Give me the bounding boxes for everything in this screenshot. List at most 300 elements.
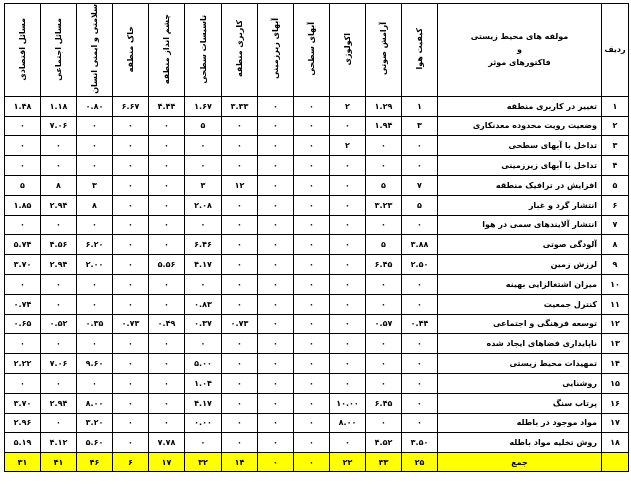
col-header-human-safety: سلامتی و ایمنی انسان <box>77 4 113 97</box>
value-cell: ۰ <box>330 255 366 275</box>
value-cell: ۵ <box>366 235 402 255</box>
value-cell: ۰.۸۰ <box>77 96 113 116</box>
value-cell: ۰ <box>258 334 294 354</box>
value-cell: ۰ <box>294 195 330 215</box>
value-cell: ۰ <box>77 294 113 314</box>
value-cell: ۰ <box>258 215 294 235</box>
row-number: ۶ <box>602 195 629 215</box>
value-cell: ۰ <box>366 373 402 393</box>
value-cell: ۰ <box>149 354 185 374</box>
value-cell: ۰ <box>294 96 330 116</box>
value-cell: ۰ <box>5 334 41 354</box>
row-number: ۱۵ <box>602 373 629 393</box>
value-cell: ۶.۴۵ <box>366 255 402 275</box>
table-row <box>5 413 629 433</box>
value-cell: ۰ <box>41 334 77 354</box>
value-cell: ۴.۴۴ <box>149 96 185 116</box>
value-cell: ۰ <box>149 334 185 354</box>
value-cell: ۰ <box>149 136 185 156</box>
total-value-cell: ۰ <box>294 453 330 472</box>
value-cell: ۰ <box>330 215 366 235</box>
value-cell: ۰ <box>113 136 149 156</box>
value-cell: ۰ <box>41 215 77 235</box>
value-cell: ۰ <box>330 433 366 453</box>
value-cell: ۰ <box>5 215 41 235</box>
value-cell: ۰ <box>294 433 330 453</box>
value-cell: ۰.۷۴ <box>5 294 41 314</box>
value-cell: ۱.۱۸ <box>41 96 77 116</box>
value-cell: ۸.۰۰ <box>330 413 366 433</box>
value-cell: ۳.۷۰ <box>5 393 41 413</box>
value-cell: ۰ <box>113 274 149 294</box>
value-cell: ۲.۹۶ <box>5 413 41 433</box>
value-cell: ۰ <box>77 274 113 294</box>
value-cell: ۰ <box>77 373 113 393</box>
value-cell: ۰ <box>222 156 258 176</box>
value-cell: ۱.۸۵ <box>5 195 41 215</box>
factor-label: روش تخلیه مواد باطله <box>438 433 602 453</box>
value-cell: ۰ <box>294 334 330 354</box>
value-cell: ۰ <box>149 294 185 314</box>
row-number: ۹ <box>602 255 629 275</box>
factor-label: آلودگی صوتی <box>438 235 602 255</box>
value-cell: ۰ <box>149 175 185 195</box>
total-value-cell: ۱۷ <box>149 453 185 472</box>
value-cell: ۸.۰۰ <box>77 393 113 413</box>
value-cell: ۰ <box>5 274 41 294</box>
value-cell: ۰ <box>258 373 294 393</box>
row-number: ۱۴ <box>602 354 629 374</box>
value-cell: ۰ <box>330 195 366 215</box>
table-row <box>5 255 629 275</box>
value-cell: ۰ <box>149 274 185 294</box>
row-number: ۱۷ <box>602 413 629 433</box>
value-cell: ۰ <box>402 274 438 294</box>
value-cell: ۰ <box>294 116 330 136</box>
table-row <box>5 393 629 413</box>
value-cell: ۰ <box>330 294 366 314</box>
value-cell: ۳ <box>402 116 438 136</box>
value-cell: ۰ <box>41 156 77 176</box>
value-cell: ۰ <box>330 334 366 354</box>
value-cell: ۱.۶۷ <box>185 96 222 116</box>
value-cell: ۱.۴۸ <box>5 96 41 116</box>
value-cell: ۰ <box>366 156 402 176</box>
value-cell: ۰ <box>222 354 258 374</box>
factor-label: تغییر در کاربری منطقه <box>438 96 602 116</box>
value-cell: ۰ <box>258 393 294 413</box>
value-cell: ۰.۸۳ <box>185 294 222 314</box>
col-header-economic-issues: مسائل اقتصادی <box>5 4 41 97</box>
value-cell: ۰ <box>113 334 149 354</box>
col-header-groundwater: آبهای زیرزمینی <box>258 4 294 97</box>
value-cell: ۰ <box>113 235 149 255</box>
value-cell: ۰ <box>113 215 149 235</box>
factor-label: توسعه فرهنگی و اجتماعی <box>438 314 602 334</box>
factor-label: میزان اشتغالزایی بهینه <box>438 274 602 294</box>
value-cell: ۸ <box>77 195 113 215</box>
value-cell: ۰ <box>149 393 185 413</box>
value-cell: ۳ <box>77 175 113 195</box>
value-cell: ۷ <box>402 175 438 195</box>
value-cell: ۰ <box>258 274 294 294</box>
value-cell: ۰.۳۵ <box>77 314 113 334</box>
value-cell: ۱.۰۴ <box>185 373 222 393</box>
value-cell: ۰ <box>77 215 113 235</box>
value-cell: ۰ <box>402 373 438 393</box>
value-cell: ۰ <box>294 294 330 314</box>
factor-label: پرتاب سنگ <box>438 393 602 413</box>
value-cell: ۰ <box>258 354 294 374</box>
row-number: ۲ <box>602 116 629 136</box>
total-value-cell: ۴۱ <box>41 453 77 472</box>
value-cell: ۰ <box>258 294 294 314</box>
value-cell: ۰ <box>402 413 438 433</box>
row-number-header: ردیف <box>602 4 629 97</box>
total-value-cell: ۲۵ <box>402 453 438 472</box>
factor-label: مواد موجود در باطله <box>438 413 602 433</box>
value-cell: ۰ <box>149 235 185 255</box>
value-cell: ۰ <box>222 116 258 136</box>
col-header-soil: خاک منطقه <box>113 4 149 97</box>
factor-label: وضعیت رویت محدوده معدنکاری <box>438 116 602 136</box>
value-cell: ۰ <box>185 433 222 453</box>
value-cell: ۰.۴۴ <box>402 314 438 334</box>
value-cell: ۰ <box>113 354 149 374</box>
row-number: ۱۱ <box>602 294 629 314</box>
value-cell: ۱۲ <box>222 175 258 195</box>
row-number: ۱۶ <box>602 393 629 413</box>
value-cell: ۰ <box>294 274 330 294</box>
value-cell: ۰ <box>330 373 366 393</box>
value-cell: ۰.۷۳ <box>222 314 258 334</box>
row-number: ۱۸ <box>602 433 629 453</box>
value-cell: ۶.۴۶ <box>185 235 222 255</box>
value-cell: ۰ <box>185 215 222 235</box>
total-row <box>5 453 629 472</box>
value-cell: ۰ <box>258 96 294 116</box>
value-cell: ۰ <box>222 195 258 215</box>
total-label: جمع <box>438 453 602 472</box>
table-row <box>5 354 629 374</box>
value-cell: ۰ <box>222 334 258 354</box>
value-cell: ۲.۰۸ <box>185 195 222 215</box>
value-cell: ۰.۷۳ <box>113 314 149 334</box>
value-cell: ۰ <box>113 195 149 215</box>
value-cell: ۳.۲۳ <box>366 195 402 215</box>
value-cell: ۰ <box>185 334 222 354</box>
total-value-cell: ۳۱ <box>5 453 41 472</box>
value-cell: ۳.۲۰ <box>77 413 113 433</box>
value-cell: ۰ <box>294 215 330 235</box>
value-cell: ۳.۵۰ <box>402 433 438 453</box>
value-cell: ۰ <box>366 294 402 314</box>
value-cell: ۰ <box>41 136 77 156</box>
table-row <box>5 116 629 136</box>
col-header-social-issues: مسائل اجتماعی <box>41 4 77 97</box>
value-cell: ۰ <box>113 156 149 176</box>
value-cell: ۰ <box>149 116 185 136</box>
value-cell: ۰ <box>258 195 294 215</box>
value-cell: ۲ <box>330 136 366 156</box>
value-cell: ۷.۷۸ <box>149 433 185 453</box>
value-cell: ۰ <box>113 175 149 195</box>
table-row <box>5 334 629 354</box>
value-cell: ۰ <box>149 215 185 235</box>
value-cell: ۰ <box>258 175 294 195</box>
value-cell: ۵.۰۰ <box>185 354 222 374</box>
value-cell: ۲ <box>330 96 366 116</box>
row-number: ۱ <box>602 96 629 116</box>
value-cell: ۳.۳۳ <box>222 96 258 116</box>
value-cell: ۰ <box>5 136 41 156</box>
value-cell: ۰ <box>258 433 294 453</box>
value-cell: ۰ <box>330 156 366 176</box>
value-cell: ۰ <box>402 294 438 314</box>
value-cell: ۰ <box>294 136 330 156</box>
col-header-land-use: کاربری منطقه <box>222 4 258 97</box>
table-row <box>5 294 629 314</box>
value-cell: ۴.۵۶ <box>41 235 77 255</box>
row-number: ۳ <box>602 136 629 156</box>
value-cell: ۳.۸۸ <box>402 235 438 255</box>
col-header-landscape: چشم انداز منطقه <box>149 4 185 97</box>
value-cell: ۰ <box>113 393 149 413</box>
value-cell: ۴.۱۲ <box>41 433 77 453</box>
value-cell: ۲.۰۰ <box>77 255 113 275</box>
value-cell: ۰ <box>294 373 330 393</box>
factor-label: انتشار آلایندهای سمی در هوا <box>438 215 602 235</box>
row-number: ۵ <box>602 175 629 195</box>
table-row <box>5 215 629 235</box>
value-cell: ۰ <box>185 136 222 156</box>
value-cell: ۳.۷۰ <box>5 255 41 275</box>
value-cell: ۲.۲۲ <box>5 354 41 374</box>
table-row <box>5 373 629 393</box>
value-cell: ۰ <box>5 373 41 393</box>
value-cell: ۰ <box>113 373 149 393</box>
impact-matrix-table <box>4 3 629 472</box>
value-cell: ۰.۵۲ <box>41 314 77 334</box>
value-cell: ۰ <box>366 274 402 294</box>
col-header-surface-water: آبهای سطحی <box>294 4 330 97</box>
value-cell: ۵.۵۶ <box>149 255 185 275</box>
col-header-ecology: اکولوژی <box>330 4 366 97</box>
value-cell: ۰ <box>402 156 438 176</box>
value-cell: ۰ <box>185 156 222 176</box>
value-cell: ۲.۹۴ <box>41 255 77 275</box>
value-cell: ۴.۱۷ <box>185 255 222 275</box>
value-cell: ۰.۵۷ <box>366 314 402 334</box>
total-value-cell: ۱۴ <box>222 453 258 472</box>
col-header-surface-facilities: تاسیسات سطحی <box>185 4 222 97</box>
value-cell: ۰ <box>366 136 402 156</box>
value-cell: ۰ <box>222 373 258 393</box>
value-cell: ۰ <box>258 413 294 433</box>
value-cell: ۰ <box>113 413 149 433</box>
total-value-cell: ۲۲ <box>330 453 366 472</box>
table-row <box>5 235 629 255</box>
value-cell: ۰.۰۰ <box>185 413 222 433</box>
row-number: ۷ <box>602 215 629 235</box>
value-cell: ۵ <box>366 175 402 195</box>
value-cell: ۰ <box>149 413 185 433</box>
row-number: ۱۰ <box>602 274 629 294</box>
value-cell: ۰ <box>294 354 330 374</box>
value-cell: ۴.۱۷ <box>185 393 222 413</box>
value-cell: ۰ <box>222 413 258 433</box>
value-cell: ۰ <box>222 215 258 235</box>
value-cell: ۰.۴۹ <box>149 314 185 334</box>
value-cell: ۰ <box>402 215 438 235</box>
total-row-number <box>602 453 629 472</box>
value-cell: ۰ <box>330 314 366 334</box>
value-cell: ۱ <box>402 96 438 116</box>
table-row <box>5 195 629 215</box>
value-cell: ۱.۹۴ <box>366 116 402 136</box>
factor-header: مولفه های محیط زیستی و فاکتورهای موثر <box>438 4 602 97</box>
value-cell: ۰ <box>258 116 294 136</box>
value-cell: ۰ <box>402 354 438 374</box>
total-value-cell: ۴۶ <box>77 453 113 472</box>
value-cell: ۰ <box>294 156 330 176</box>
value-cell: ۰ <box>185 274 222 294</box>
value-cell: ۰.۳۷ <box>185 314 222 334</box>
value-cell: ۰ <box>258 136 294 156</box>
value-cell: ۱.۲۹ <box>366 96 402 116</box>
value-cell: ۸ <box>41 175 77 195</box>
row-number: ۱۳ <box>602 334 629 354</box>
value-cell: ۰ <box>222 255 258 275</box>
total-value-cell: ۳۲ <box>185 453 222 472</box>
table-row <box>5 274 629 294</box>
factor-label: افزایش در ترافیک منطقه <box>438 175 602 195</box>
value-cell: ۰ <box>366 413 402 433</box>
value-cell: ۰ <box>402 393 438 413</box>
value-cell: ۰ <box>41 413 77 433</box>
table-row <box>5 433 629 453</box>
value-cell: ۰ <box>330 354 366 374</box>
value-cell: ۰ <box>113 116 149 136</box>
value-cell: ۵.۱۹ <box>5 433 41 453</box>
value-cell: ۰.۶۵ <box>5 314 41 334</box>
value-cell: ۰ <box>113 433 149 453</box>
value-cell: ۳ <box>185 175 222 195</box>
table-row <box>5 156 629 176</box>
value-cell: ۰ <box>222 235 258 255</box>
factor-label: تداخل با آبهای زیرزمینی <box>438 156 602 176</box>
value-cell: ۵ <box>402 195 438 215</box>
value-cell: ۲.۵۰ <box>402 255 438 275</box>
value-cell: ۰ <box>294 314 330 334</box>
value-cell: ۷.۰۶ <box>41 116 77 136</box>
value-cell: ۰ <box>294 235 330 255</box>
value-cell: ۰ <box>77 156 113 176</box>
value-cell: ۰ <box>366 354 402 374</box>
value-cell: ۰ <box>366 334 402 354</box>
value-cell: ۰ <box>222 433 258 453</box>
value-cell: ۲.۹۴ <box>41 195 77 215</box>
value-cell: ۰ <box>402 136 438 156</box>
value-cell: ۰ <box>149 373 185 393</box>
factor-label: کنترل جمعیت <box>438 294 602 314</box>
value-cell: ۰ <box>77 116 113 136</box>
value-cell: ۰ <box>222 393 258 413</box>
value-cell: ۰ <box>149 195 185 215</box>
value-cell: ۰ <box>294 393 330 413</box>
value-cell: ۰ <box>258 314 294 334</box>
value-cell: ۵ <box>185 116 222 136</box>
value-cell: ۰ <box>258 156 294 176</box>
value-cell: ۰ <box>330 116 366 136</box>
value-cell: ۰ <box>113 294 149 314</box>
value-cell: ۰ <box>5 116 41 136</box>
value-cell: ۰ <box>41 294 77 314</box>
value-cell: ۵.۶۰ <box>77 433 113 453</box>
row-number: ۱۲ <box>602 314 629 334</box>
value-cell: ۵ <box>5 175 41 195</box>
value-cell: ۰ <box>222 136 258 156</box>
value-cell: ۶.۶۷ <box>113 96 149 116</box>
value-cell: ۰ <box>294 255 330 275</box>
col-header-acoustic-comfort: آرامش صوتی <box>366 4 402 97</box>
value-cell: ۰ <box>5 156 41 176</box>
value-cell: ۶.۴۵ <box>366 393 402 413</box>
factor-label: تمهیدات محیط زیستی <box>438 354 602 374</box>
table-row <box>5 96 629 116</box>
factor-label: انتشار گرد و غبار <box>438 195 602 215</box>
value-cell: ۷.۰۶ <box>41 354 77 374</box>
value-cell: ۹.۶۰ <box>77 354 113 374</box>
row-number: ۸ <box>602 235 629 255</box>
factor-label: تداخل با آبهای سطحی <box>438 136 602 156</box>
value-cell: ۰ <box>77 136 113 156</box>
value-cell: ۰ <box>258 255 294 275</box>
value-cell: ۰ <box>222 274 258 294</box>
value-cell: ۰ <box>294 175 330 195</box>
row-number: ۴ <box>602 156 629 176</box>
value-cell: ۰ <box>330 175 366 195</box>
value-cell: ۰ <box>222 294 258 314</box>
table-row <box>5 136 629 156</box>
value-cell: ۱۰.۰۰ <box>330 393 366 413</box>
col-header-air-quality: کیفیت هوا <box>402 4 438 97</box>
factor-label: ناپایداری فضاهای ایجاد شده <box>438 334 602 354</box>
value-cell: ۵.۷۴ <box>5 235 41 255</box>
factor-label: لرزش زمین <box>438 255 602 275</box>
value-cell: ۰ <box>41 274 77 294</box>
value-cell: ۴.۵۲ <box>366 433 402 453</box>
table-row <box>5 314 629 334</box>
factor-label: روشنایی <box>438 373 602 393</box>
value-cell: ۰ <box>113 255 149 275</box>
header-row <box>5 4 629 97</box>
total-value-cell: ۳۳ <box>366 453 402 472</box>
value-cell: ۰ <box>77 334 113 354</box>
value-cell: ۰ <box>149 156 185 176</box>
value-cell: ۰ <box>330 235 366 255</box>
value-cell: ۰ <box>294 413 330 433</box>
value-cell: ۰ <box>258 235 294 255</box>
value-cell: ۰ <box>366 215 402 235</box>
table-row <box>5 175 629 195</box>
value-cell: ۰ <box>402 334 438 354</box>
value-cell: ۲.۹۴ <box>41 393 77 413</box>
total-value-cell: ۶ <box>113 453 149 472</box>
total-value-cell: ۰ <box>258 453 294 472</box>
value-cell: ۶.۲۰ <box>77 235 113 255</box>
value-cell: ۰ <box>330 274 366 294</box>
